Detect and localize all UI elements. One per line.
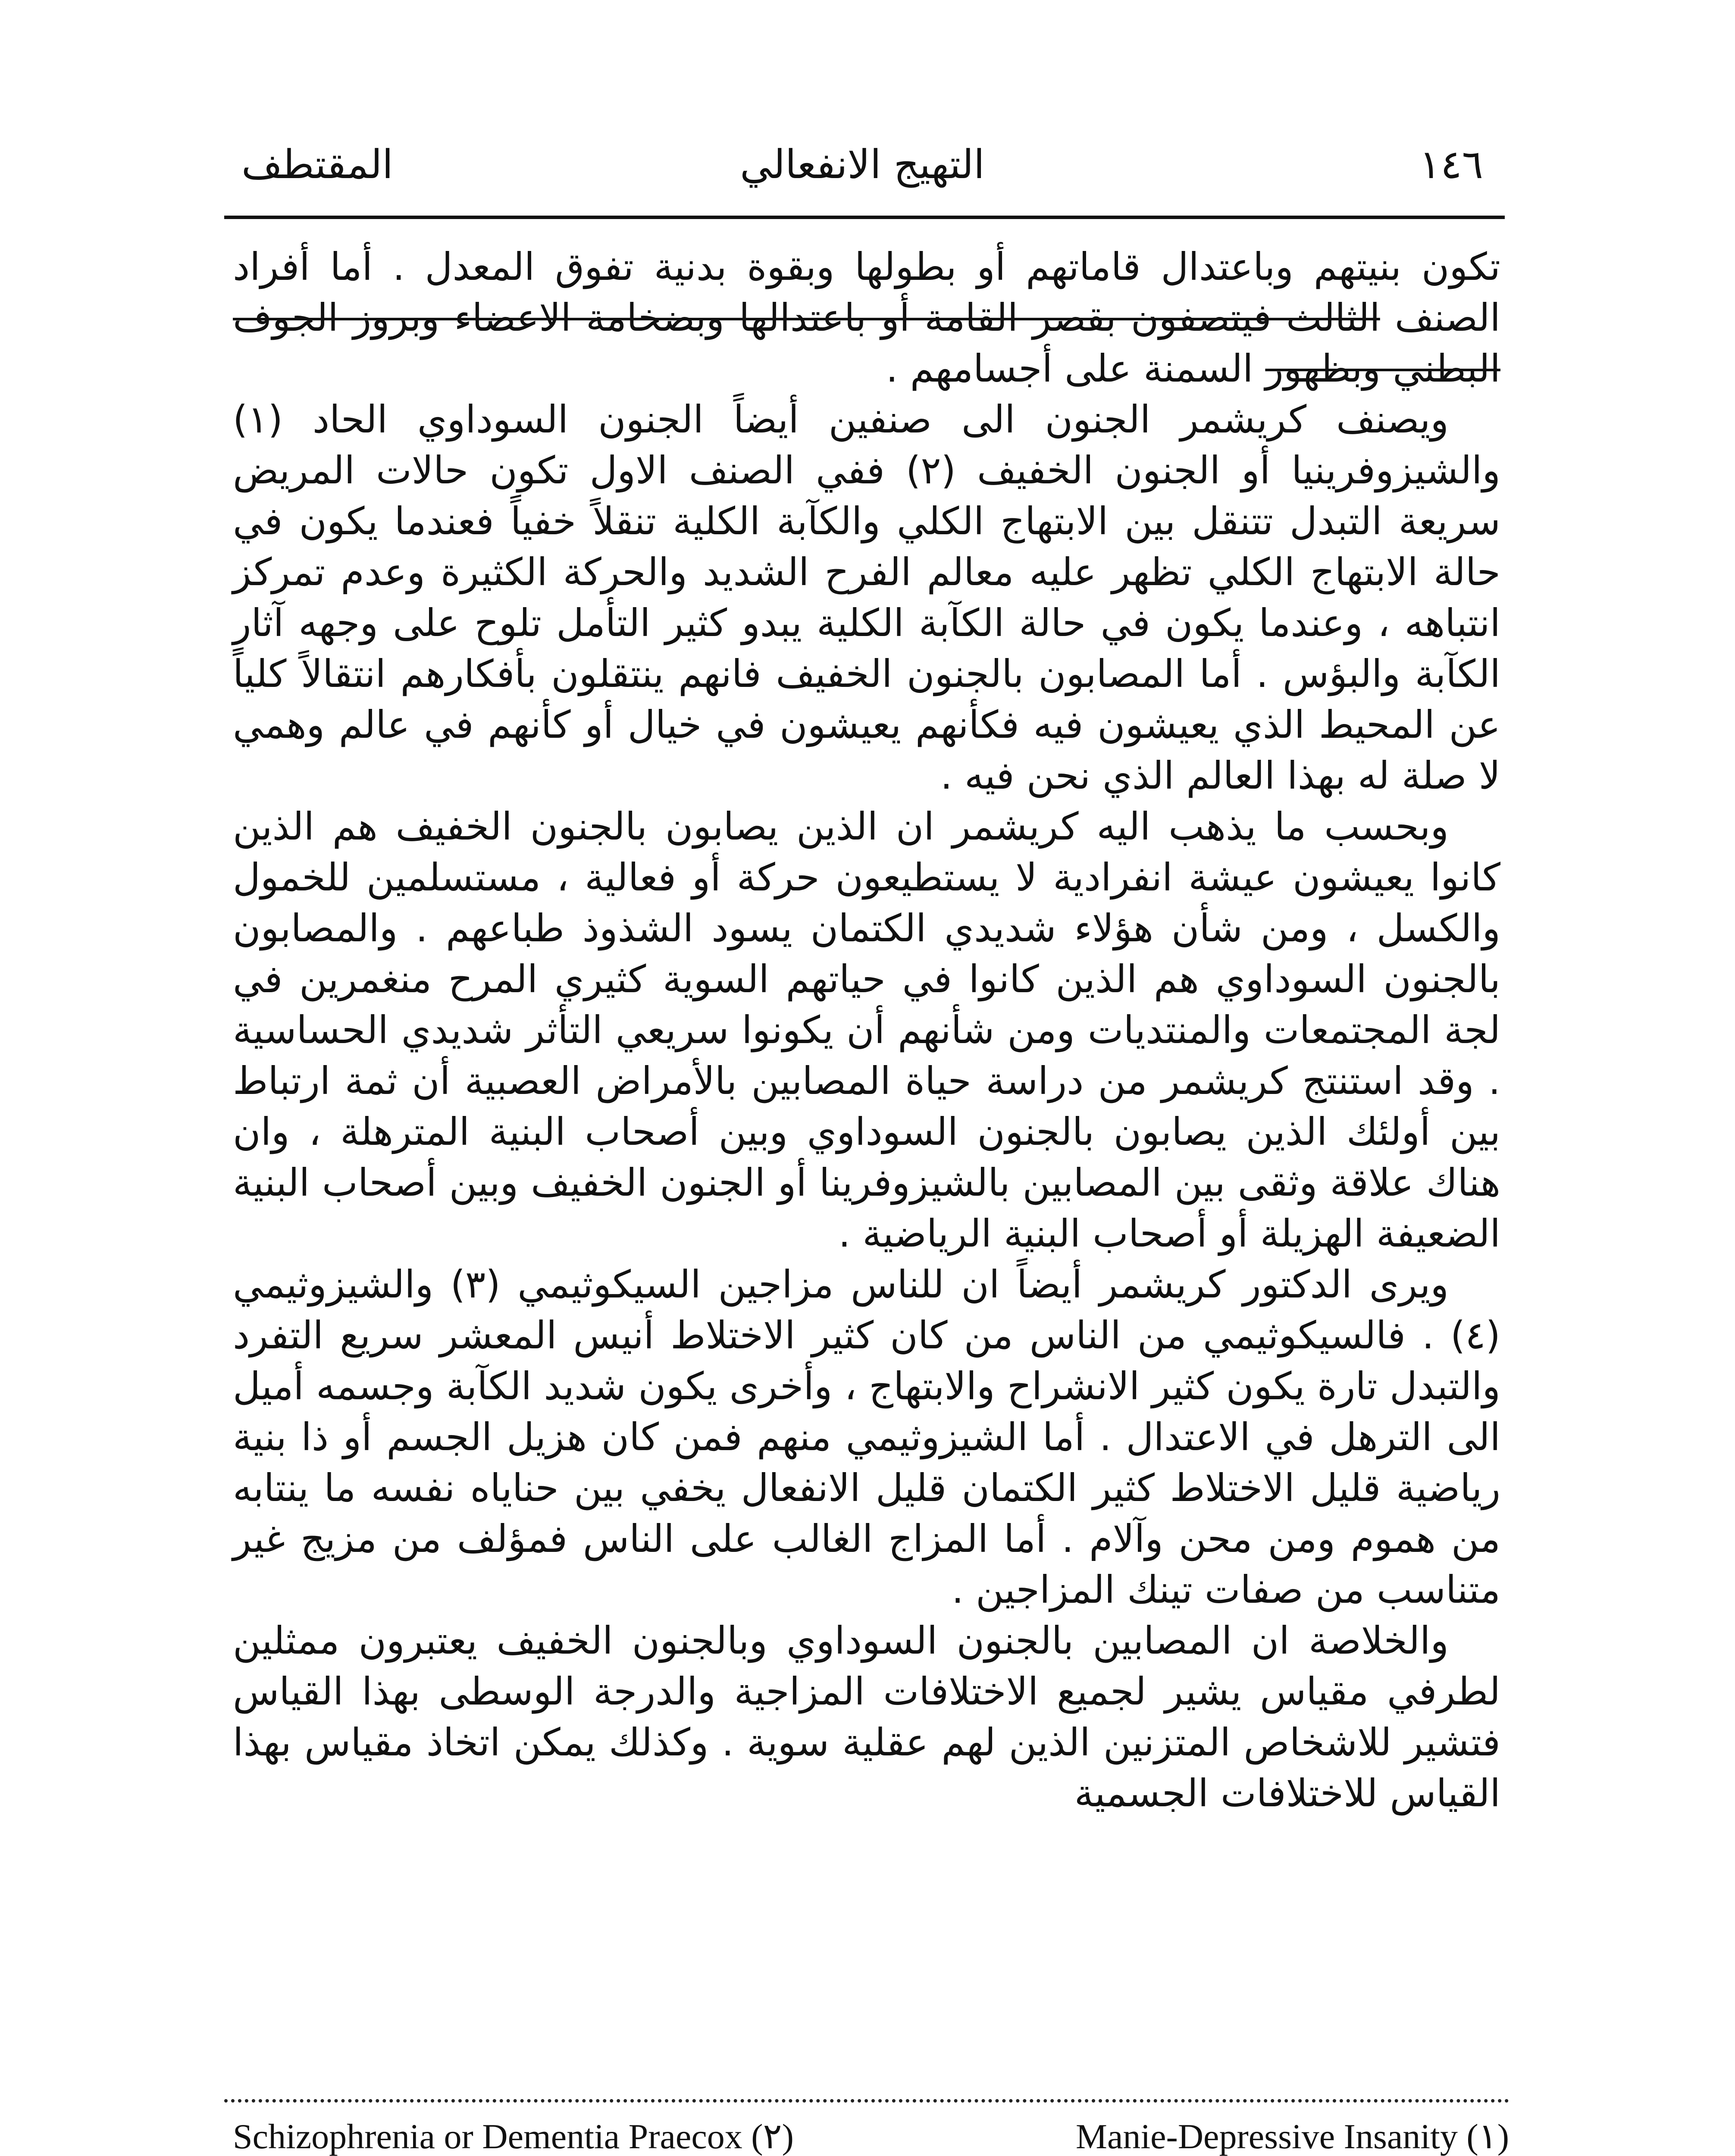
body-text — [233, 241, 1500, 1819]
footnotes — [233, 2113, 1509, 2156]
paragraph-1-struck-text: الثالث فيتصفون بقصر القامة أو باعتدالها وبضخامة الاعضاء وبروز الجوف البطني وبظهور — [233, 295, 1500, 391]
header-divider — [224, 216, 1505, 219]
page-number: ١٤٦ — [1419, 141, 1483, 188]
footnote-row-1 — [233, 2113, 1509, 2156]
footnote-2: Schizophrenia or Dementia Praecox (٢) — [233, 2117, 794, 2156]
article-title: التهيج الانفعالي — [740, 141, 985, 188]
paragraph-4: ويرى الدكتور كريشمر أيضاً ان للناس مزاجين السيكوثيمي (٣) والشيزوثيمي (٤) . فالسيكوثيمي من الناس من كان كثير الاختلاط أنيس المعشر سريع التفرد والتبدل تارة يكون كثير الانشراح والابتهاج ، وأخرى يكون شديد الكآبة وجسمه أميل الى الترهل في الاعتدال . أما الشيزوثيمي منهم فمن كان هزيل الجسم أو ذا بنية رياضية قليل الاختلاط كثير الكتمان قليل الانفعال يخفي بين حناياه نفسه ما ينتابه من هموم ومن محن وآلام . أما المزاج الغالب على الناس فمؤلف من مزيج غير متناسب من صفات تينك المزاجين . — [233, 1262, 1500, 1612]
running-header — [241, 138, 1483, 216]
paragraph-1 — [233, 241, 1500, 394]
paragraph-2: ويصنف كريشمر الجنون الى صنفين أيضاً الجنون السوداوي الحاد (١) والشيزوفرينيا أو الجنون الخفيف (٢) ففي الصنف الاول تكون حالات المريض سريعة التبدل تتنقل بين الابتهاج الكلي والكآبة الكلية تنقلاً خفياً فعندما يكون في حالة الابتهاج الكلي تظهر عليه معالم الفرح الشديد والحركة الكثيرة وعدم تمركز انتباهه ، وعندما يكون في حالة الكآبة الكلية يبدو كثير التأمل تلوح على وجهه آثار الكآبة والبؤس . أما المصابون بالجنون الخفيف فانهم ينتقلون بأفكارهم انتقالاً كلياً عن المحيط الذي يعيشون فيه فكأنهم يعيشون في خيال أو كأنهم في عالم وهمي لا صلة له بهذا العالم الذي نحن فيه . — [233, 397, 1500, 798]
paragraph-1-text: تكون بنيتهم وباعتدال قاماتهم أو بطولها وبقوة بدنية تفوق المعدل . أما أفراد الصنف — [233, 244, 1500, 340]
footnote-1: Manie-Depressive Insanity (١) — [1076, 2117, 1509, 2156]
paragraph-1-tail: السمنة على أجسامهم . — [886, 346, 1253, 391]
journal-name: المقتطف — [241, 141, 393, 188]
paragraph-5: والخلاصة ان المصابين بالجنون السوداوي وبالجنون الخفيف يعتبرون ممثلين لطرفي مقياس يشير لجميع الاختلافات المزاجية والدرجة الوسطى بهذا القياس فتشير للاشخاص المتزنين الذين لهم عقلية سوية . وكذلك يمكن اتخاذ مقياس بهذا القياس للاختلافات الجسمية — [233, 1618, 1500, 1815]
paragraph-3: وبحسب ما يذهب اليه كريشمر ان الذين يصابون بالجنون الخفيف هم الذين كانوا يعيشون عيشة انفرادية لا يستطيعون حركة أو فعالية ، مستسلمين للخمول والكسل ، ومن شأن هؤلاء شديدي الكتمان يسود الشذوذ طباعهم . والمصابون بالجنون السوداوي هم الذين كانوا في حياتهم السوية كثيري المرح منغمرين في لجة المجتمعات والمنتديات ومن شأنهم أن يكونوا سريعي التأثر شديدي الحساسية . وقد استنتج كريشمر من دراسة حياة المصابين بالأمراض العصبية أن ثمة ارتباط بين أولئك الذين يصابون بالجنون السوداوي وبين أصحاب البنية المترهلة ، وان هناك علاقة وثقى بين المصابين بالشيزوفرينا أو الجنون الخفيف وبين أصحاب البنية الضعيفة الهزيلة أو أصحاب البنية الرياضية . — [233, 804, 1500, 1256]
footnote-divider — [224, 2099, 1509, 2103]
